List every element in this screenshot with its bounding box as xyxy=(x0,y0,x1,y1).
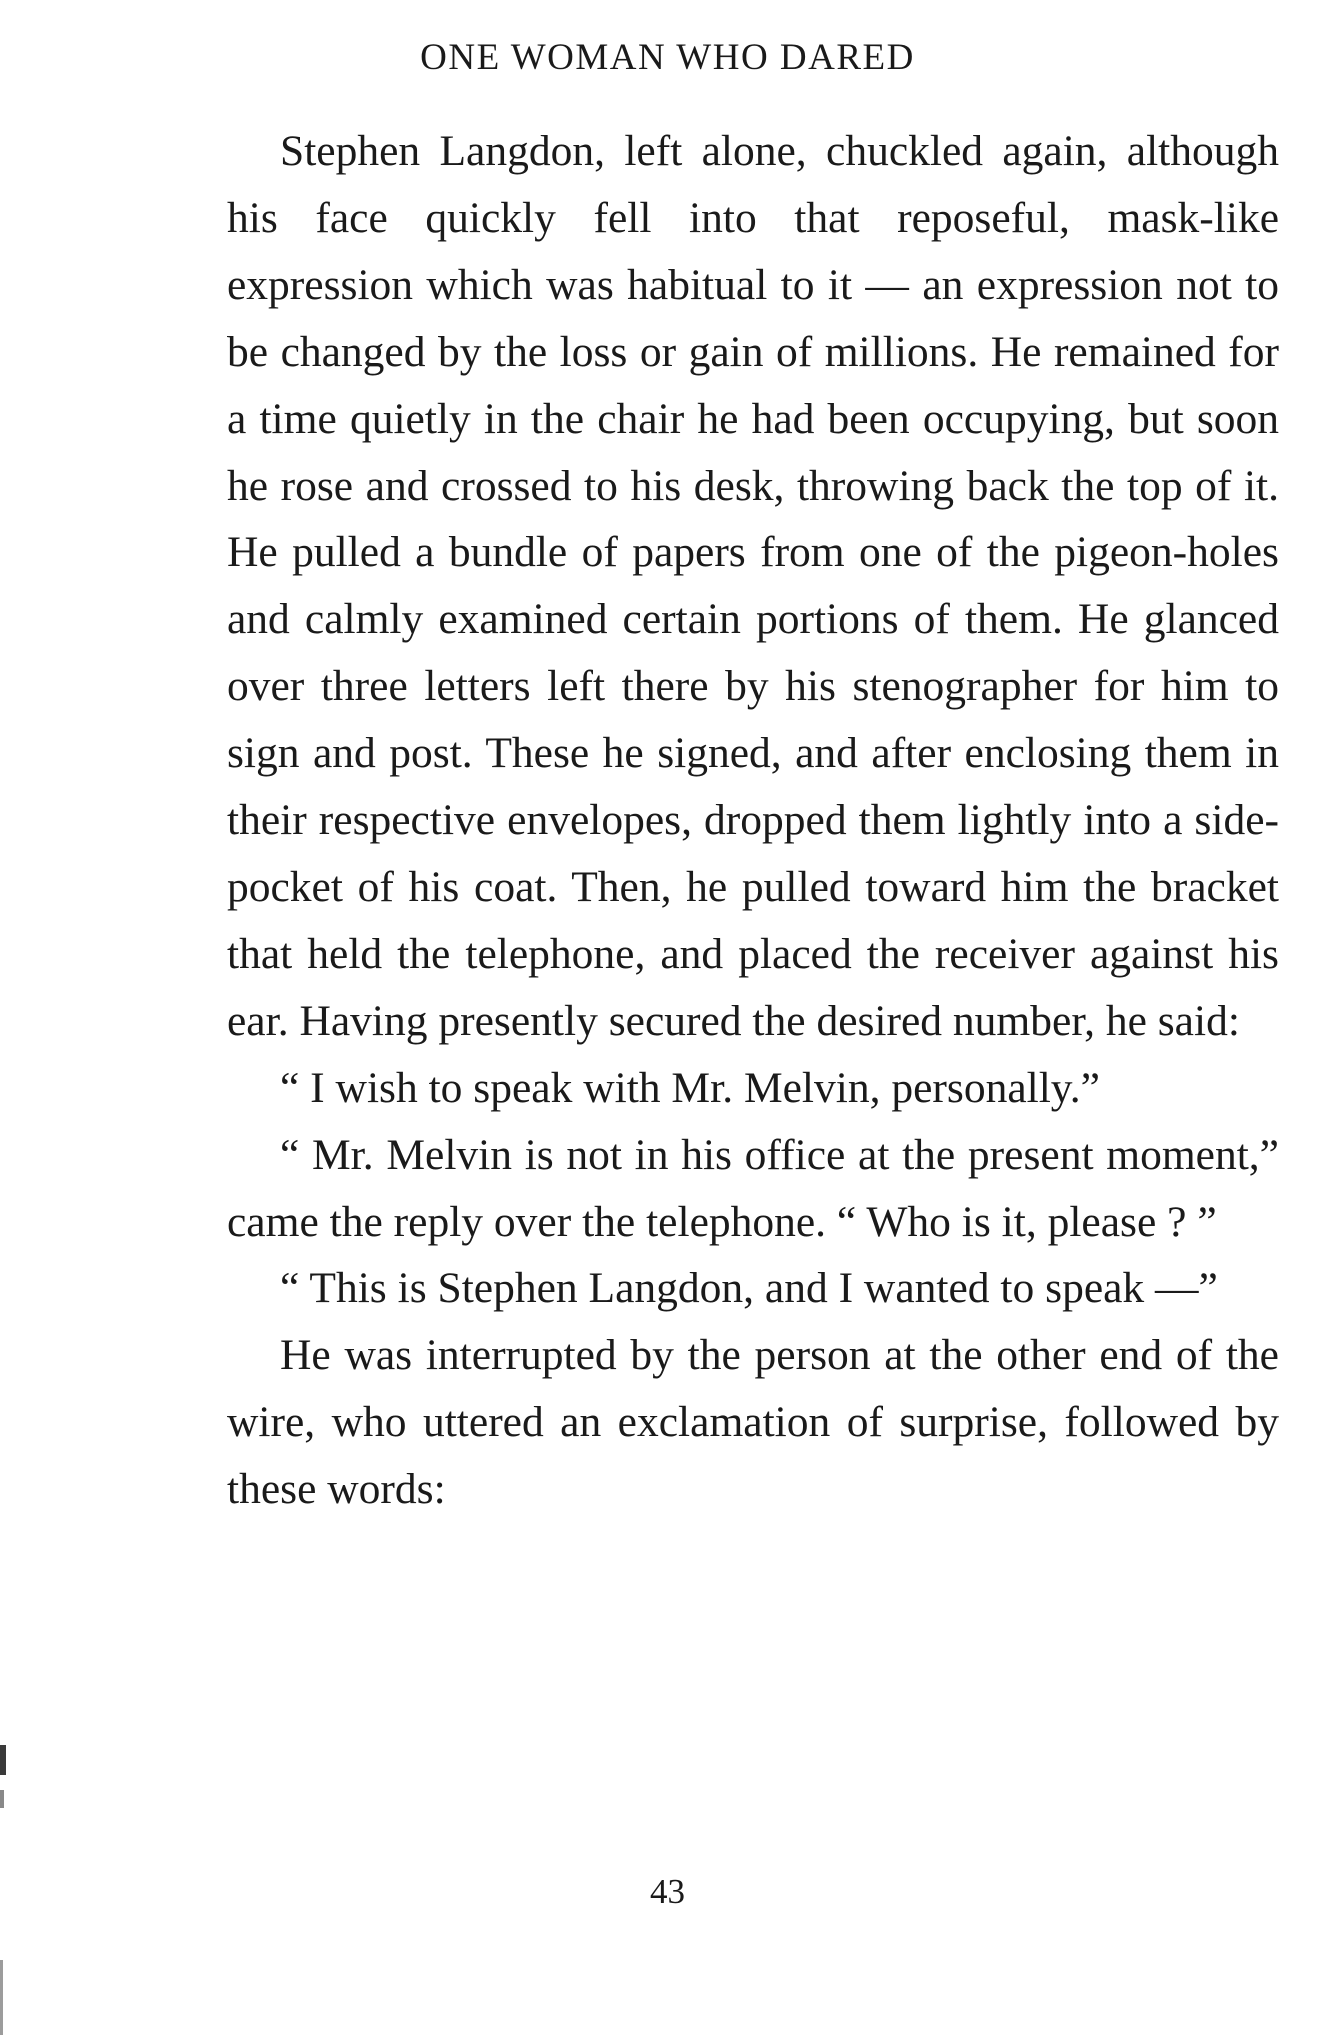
paragraph-2: “ I wish to speak with Mr. Melvin, personally.” xyxy=(280,1063,1100,1112)
binding-edge-mark xyxy=(0,1960,3,2035)
binding-edge-mark xyxy=(0,1745,6,1775)
binding-edge-mark xyxy=(0,1790,4,1808)
paragraph-4: “ This is Stephen Langdon, and I wanted to speak —” xyxy=(280,1264,1218,1313)
paragraph-5: He was interrupted by the person at the other end of the wire, who uttered an exclamation of surprise, followed by these words: xyxy=(227,1331,1279,1514)
page-number: 43 xyxy=(650,1872,685,1911)
paragraph-1: Stephen Langdon, left alone, chuckled again, although his face quickly fell into that reposeful, mask-like expression which was habitual to it — an expression not to be changed by the loss or gain of millions. He remained for a time quietly in the chair he had been occupying, but soon he rose and crossed to his desk, throwing back the top of it. He pulled a bundle of papers from one of the pigeon-holes and calmly examined certain portions of them. He glanced over three letters left there by his stenographer for him to sign and post. These he signed, and after enclosing them in their respective envelopes, dropped them lightly into a side-pocket of his coat. Then, he pulled toward him the bracket that held the telephone, and placed the receiver against his ear. Having presently secured the desired number, he said: xyxy=(227,127,1279,1045)
running-head: ONE WOMAN WHO DARED xyxy=(420,37,915,78)
paragraph-3: “ Mr. Melvin is not in his office at the present moment,” came the reply over the telephone. “ Who is it, please ? ” xyxy=(227,1130,1279,1246)
body-text xyxy=(227,118,1279,1523)
